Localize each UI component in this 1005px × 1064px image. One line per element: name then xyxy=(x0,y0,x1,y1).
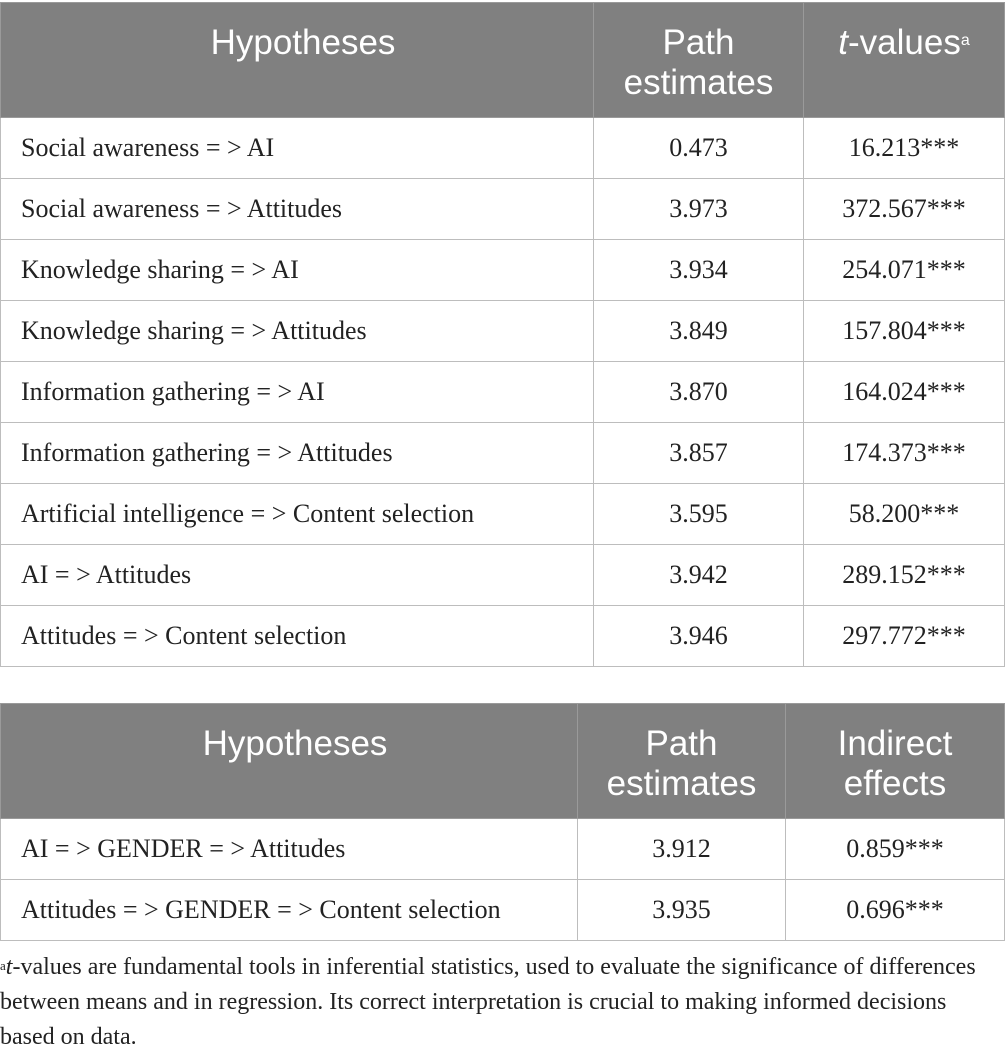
hypothesis-cell: AI = > GENDER = > Attitudes xyxy=(1,819,578,880)
path-estimate-cell: 3.946 xyxy=(594,606,804,667)
hypothesis-cell: Knowledge sharing = > AI xyxy=(1,240,594,301)
header-t-values-text: -values xyxy=(848,23,961,62)
hypothesis-cell: Information gathering = > AI xyxy=(1,362,594,423)
hypothesis-cell: AI = > Attitudes xyxy=(1,545,594,606)
path-estimate-cell: 3.857 xyxy=(594,423,804,484)
t-value-cell: 372.567*** xyxy=(804,179,1005,240)
header-t-values xyxy=(804,3,1005,118)
indirect-effect-cell: 0.696*** xyxy=(786,880,1005,941)
hypothesis-cell: Artificial intelligence = > Content selection xyxy=(1,484,594,545)
table-footnote xyxy=(0,950,1002,1055)
hypothesis-cell: Attitudes = > Content selection xyxy=(1,606,594,667)
table-row xyxy=(1,819,1005,880)
hypothesis-cell: Social awareness = > Attitudes xyxy=(1,179,594,240)
path-estimate-cell: 3.849 xyxy=(594,301,804,362)
t-value-cell: 174.373*** xyxy=(804,423,1005,484)
t-value-cell: 157.804*** xyxy=(804,301,1005,362)
indirect-effects-table xyxy=(0,703,1005,941)
table-row xyxy=(1,240,1005,301)
header-path-estimates: Path estimates xyxy=(578,704,786,819)
header-hypotheses: Hypotheses xyxy=(1,704,578,819)
hypothesis-cell: Attitudes = > GENDER = > Content selection xyxy=(1,880,578,941)
hypothesis-cell: Social awareness = > AI xyxy=(1,118,594,179)
path-estimate-cell: 3.912 xyxy=(578,819,786,880)
hypothesis-cell: Information gathering = > Attitudes xyxy=(1,423,594,484)
path-estimate-cell: 3.870 xyxy=(594,362,804,423)
footnote-marker: a xyxy=(960,32,970,49)
t-value-cell: 254.071*** xyxy=(804,240,1005,301)
t-value-cell: 16.213*** xyxy=(804,118,1005,179)
hypothesis-cell: Knowledge sharing = > Attitudes xyxy=(1,301,594,362)
header-path-estimates: Path estimates xyxy=(594,3,804,118)
path-estimate-cell: 3.935 xyxy=(578,880,786,941)
table-row xyxy=(1,484,1005,545)
path-estimate-cell: 0.473 xyxy=(594,118,804,179)
table-header-row xyxy=(1,704,1005,819)
t-value-cell: 289.152*** xyxy=(804,545,1005,606)
t-value-cell: 297.772*** xyxy=(804,606,1005,667)
t-value-cell: 164.024*** xyxy=(804,362,1005,423)
path-estimate-cell: 3.942 xyxy=(594,545,804,606)
footnote-italic-t: t xyxy=(5,954,13,980)
footnote-marker: a xyxy=(0,958,6,973)
table-row xyxy=(1,880,1005,941)
table-header-row xyxy=(1,3,1005,118)
table-row xyxy=(1,606,1005,667)
table-row xyxy=(1,545,1005,606)
header-t-values-italic: t xyxy=(838,23,848,62)
table-row xyxy=(1,179,1005,240)
table-row xyxy=(1,362,1005,423)
table-row xyxy=(1,423,1005,484)
path-estimate-cell: 3.595 xyxy=(594,484,804,545)
path-estimate-cell: 3.973 xyxy=(594,179,804,240)
header-indirect-effects: Indirect effects xyxy=(786,704,1005,819)
header-hypotheses: Hypotheses xyxy=(1,3,594,118)
t-value-cell: 58.200*** xyxy=(804,484,1005,545)
path-estimate-cell: 3.934 xyxy=(594,240,804,301)
table-row xyxy=(1,301,1005,362)
table-row xyxy=(1,118,1005,179)
path-estimates-table xyxy=(0,2,1005,667)
footnote-text: -values are fundamental tools in inferential statistics, used to evaluate the significance of differences between means and in regression. Its correct interpretation is crucial to making informed decisions based on data. xyxy=(0,954,976,1050)
indirect-effect-cell: 0.859*** xyxy=(786,819,1005,880)
